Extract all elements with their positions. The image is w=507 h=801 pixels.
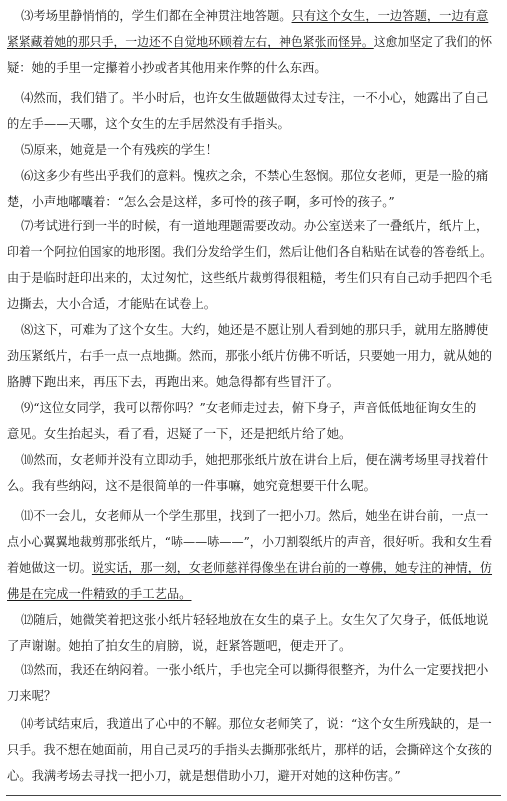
text-line: [7, 348, 492, 364]
text-run: 由于是临时赶印出来的，太过匆忙，这些纸片裁剪得很粗糙，考生们只有自己动手把四个毛: [7, 271, 493, 285]
bottom-rule: [6, 795, 501, 796]
text-line: [21, 142, 218, 158]
text-line: [21, 8, 488, 24]
text-run: ⑷然而，我们错了。半小时后，也许女生做题做得太过专注，一不小心，她露出了自己: [21, 91, 489, 105]
text-run: 边撕去，大小合适，才能贴在试卷上。: [7, 297, 217, 311]
text-run: ⒁考试结束后，我道出了心中的不解。那位女老师笑了，说：“这个女生所残缺的，是一: [21, 717, 492, 731]
text-run: 么。我有些纳闷，这不是很简单的一件事嘛，她究竟想要干什么呢。: [7, 479, 376, 493]
text-line: [7, 374, 339, 390]
text-run: 疑：她的手里一定攥着小抄或者其他用来作弊的什么东西。: [7, 61, 327, 75]
text-line: [7, 742, 492, 758]
text-run: 胳膊下跑出来，再压下去，再跑出来。她急得都有些冒汗了。: [7, 375, 340, 389]
text-line: [21, 218, 488, 234]
text-line: [21, 508, 488, 524]
text-run: ⑸原来，她竟是一个有残疾的学生！: [21, 143, 218, 157]
text-run: ⑾不一会儿，女老师从一个学生那里，找到了一把小刀。然后，她坐在讲台前，一点一: [21, 509, 489, 523]
text-run: ⑼“这位女同学，我可以帮你吗？”女老师走过去，俯下身子，声音低低地征询女生的: [21, 401, 477, 415]
text-run: 劲压紧纸片，右手一点一点地撕。然而，那张小纸片仿佛不听话，只要她一用力，就从她的: [7, 349, 493, 363]
text-line: [7, 244, 492, 260]
text-line: [21, 716, 492, 732]
text-run: ⑶考场里静悄悄的，学生们都在全神贯注地答题。: [21, 9, 292, 23]
text-line: [7, 638, 351, 654]
underlined-sentence: 佛是在完成一件精致的手工艺品。: [7, 587, 192, 601]
text-line: [21, 322, 488, 338]
text-run: 的左手——天哪，这个女生的左手居然没有手指头。: [7, 117, 290, 131]
text-line: [21, 612, 488, 628]
text-run: 了声谢谢。她拍了拍女生的肩膀，说，赶紧答题吧，便走开了。: [7, 639, 352, 653]
text-run: 心。我满考场去寻找一把小刀，就是想借助小刀，避开对她的这种伤害。”: [7, 769, 401, 783]
underlined-sentence: 紧紧藏着她的那只手，一边还不自觉地环顾着左右，神色紧张而怪异。: [7, 35, 374, 49]
text-line: [7, 688, 56, 704]
text-run: 着她做这一切。: [7, 561, 92, 575]
text-run: 楚，小声地嘟囔着：“怎么会是这样，多可怜的孩子啊，多可怜的孩子。”: [7, 195, 395, 209]
text-line: [7, 586, 191, 602]
text-run: ⑻这下，可难为了这个女生。大约，她还是不愿让别人看到她的那只手，就用左胳膊使: [21, 323, 489, 337]
text-line: [7, 116, 290, 132]
text-run: 点小心翼翼地裁剪那张纸片，“哧——哧——”，小刀割裂纸片的声音，很好听。我和女生看: [7, 535, 493, 549]
text-run: ⑹这多少有些出乎我们的意料。愧疚之余，不禁心生怒悯。那位女老师，更是一脸的痛: [21, 169, 489, 183]
text-line: [21, 452, 488, 468]
text-line: [7, 534, 492, 550]
text-line: [7, 34, 492, 50]
text-line: [7, 560, 492, 576]
text-run: 意见。女生抬起头，看了看，迟疑了一下，还是把纸片给了她。: [7, 427, 352, 441]
text-run: 只手。我不想在她面前，用自己灵巧的手指头去撕那张纸片，那样的话，会撕碎这个女孩的: [7, 743, 493, 757]
text-run: ⑽然而，女老师并没有立即动手，她把那张纸片放在讲台上后，便在满考场里寻找着什: [21, 453, 489, 467]
text-run: 刀来呢？: [7, 689, 57, 703]
text-line: [7, 478, 376, 494]
text-run: ⒀然而，我还在纳闷着。一张小纸片，手也完全可以撕得很整齐，为什么一定要找把小: [21, 663, 489, 677]
text-line: [7, 194, 395, 210]
text-line: [21, 662, 488, 678]
text-line: [7, 296, 216, 312]
text-line: [21, 168, 488, 184]
underlined-sentence: 只有这个女生，一边答题，一边有意: [291, 9, 489, 23]
text-line: [7, 768, 401, 784]
text-run: ⑿随后，她微笑着把这张小纸片轻轻地放在女生的桌子上。女生欠了欠身子，低低地说: [21, 613, 489, 627]
text-run: 印着一个阿拉伯国家的地形图。我们分发给学生们，然后让他们各自粘贴在试卷的答卷纸上。: [7, 245, 493, 259]
text-run: 这愈加坚定了我们的怀: [373, 35, 493, 49]
text-line: [7, 426, 351, 442]
text-run: ⑺考试进行到一半的时候，有一道地理题需要改动。办公室送来了一叠纸片，纸片上，: [21, 219, 489, 233]
text-line: [21, 90, 488, 106]
underlined-sentence: 说实话，那一刻，女老师慈祥得像坐在讲台前的一尊佛，她专注的神情，仿: [91, 561, 493, 575]
text-line: [7, 60, 327, 76]
text-line: [21, 400, 476, 416]
text-line: [7, 270, 492, 286]
